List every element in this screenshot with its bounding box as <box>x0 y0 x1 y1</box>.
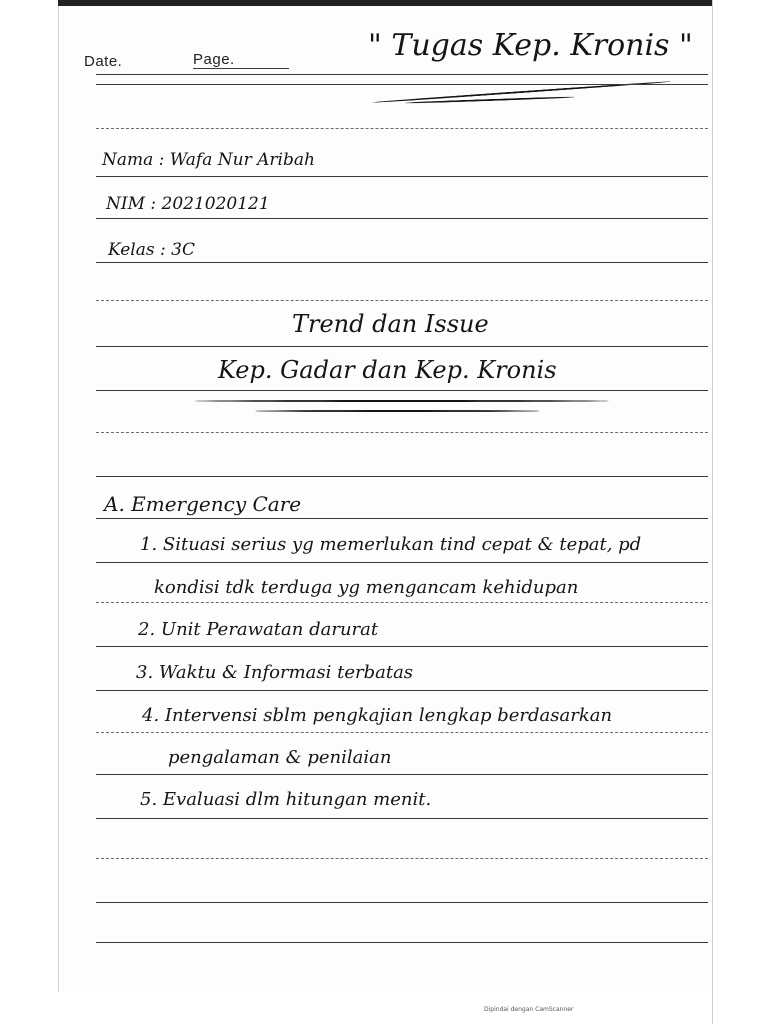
ruled-line <box>96 432 708 433</box>
ruled-line <box>96 128 708 129</box>
list-item: pengalaman & penilaian <box>168 747 392 768</box>
heading-underline-2 <box>255 410 540 412</box>
ruled-line <box>96 300 708 301</box>
ruled-line <box>96 390 708 391</box>
ruled-line <box>96 602 708 603</box>
heading-line-2: Kep. Gadar dan Kep. Kronis <box>218 356 557 384</box>
date-label: Date. <box>84 53 123 70</box>
list-item: 3. Waktu & Informasi terbatas <box>136 662 414 683</box>
ruled-line <box>96 84 708 85</box>
ruled-line <box>96 774 708 775</box>
student-nim: NIM : 2021020121 <box>106 194 270 214</box>
ruled-line <box>96 176 708 177</box>
section-title: A. Emergency Care <box>104 492 302 516</box>
ruled-line <box>96 942 708 943</box>
student-name: Nama : Wafa Nur Aribah <box>102 150 315 170</box>
ruled-line <box>96 218 708 219</box>
ruled-line <box>96 902 708 903</box>
heading-line-1: Trend dan Issue <box>292 310 489 338</box>
page-label: Page. <box>193 51 235 68</box>
ruled-line <box>96 562 708 563</box>
page-right-margin <box>712 0 768 1024</box>
list-item: 2. Unit Perawatan darurat <box>138 619 379 640</box>
ruled-line <box>96 518 708 519</box>
ruled-line <box>96 476 708 477</box>
list-item: kondisi tdk terduga yg mengancam kehidupan <box>154 577 579 598</box>
ruled-line <box>96 818 708 819</box>
list-item: 5. Evaluasi dlm hitungan menit. <box>140 789 432 810</box>
ruled-line <box>96 346 708 347</box>
ruled-line <box>96 646 708 647</box>
student-class: Kelas : 3C <box>108 240 195 260</box>
ruled-line <box>96 690 708 691</box>
ruled-line <box>96 74 708 75</box>
page-top-edge <box>58 0 713 6</box>
ruled-line <box>96 262 708 263</box>
list-item: 4. Intervensi sblm pengkajian lengkap berdasarkan <box>142 705 613 726</box>
scanner-watermark: Dipindai dengan CamScanner <box>484 1006 574 1013</box>
ruled-line <box>96 858 708 859</box>
ruled-line <box>96 732 708 733</box>
page-label-underline <box>193 68 289 69</box>
list-item: 1. Situasi serius yg memerlukan tind cepat & tepat, pd <box>140 534 642 555</box>
heading-underline-1 <box>195 400 609 402</box>
page-title: " Tugas Kep. Kronis " <box>368 28 693 63</box>
